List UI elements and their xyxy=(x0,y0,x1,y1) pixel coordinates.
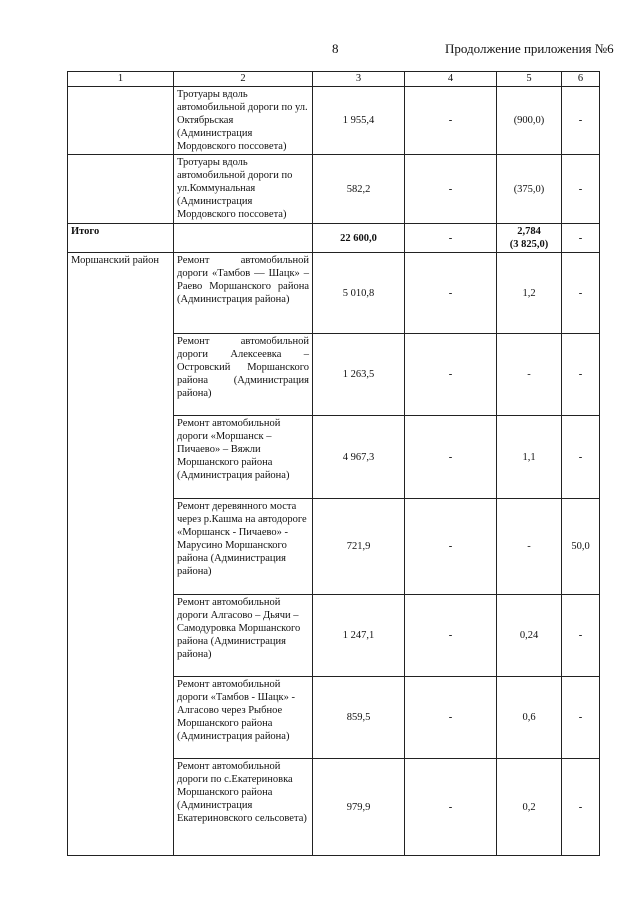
appendix-table xyxy=(67,71,600,856)
col4-value: - xyxy=(405,416,497,499)
object-name: Ремонт автомобильной дороги «Тамбов — Шацк» – Раево Моршанского района (Администрация района) xyxy=(174,253,313,334)
col5-value: 0,6 xyxy=(497,677,562,759)
col4-value: - xyxy=(405,499,497,595)
col-header-4: 4 xyxy=(405,72,497,87)
col6-value: - xyxy=(562,677,600,759)
col5-value: 0,2 xyxy=(497,759,562,856)
cost-value: 4 967,3 xyxy=(313,416,405,499)
district-cell-empty xyxy=(68,155,174,224)
col6-value: - xyxy=(562,253,600,334)
object-name: Ремонт автомобильной дороги Алгасово – Дьячи – Самодуровка Моршанского района (Администрация района) xyxy=(174,595,313,677)
object-name: Тротуары вдоль автомобильной дороги по ул. Октябрьская (Администрация Мордовского поссовета) xyxy=(174,87,313,155)
total-col5 xyxy=(497,224,562,253)
total-col5-line2: (3 825,0) xyxy=(509,239,549,250)
col4-value: - xyxy=(405,595,497,677)
col-header-1: 1 xyxy=(68,72,174,87)
col4-value: - xyxy=(405,253,497,334)
col6-value: - xyxy=(562,334,600,416)
col6-value: - xyxy=(562,595,600,677)
object-name: Ремонт автомобильной дороги по с.Екатериновка Моршанского района (Администрация Екатериновского сельсовета) xyxy=(174,759,313,856)
cost-value: 721,9 xyxy=(313,499,405,595)
col4-value: - xyxy=(405,677,497,759)
col4-value: - xyxy=(405,155,497,224)
district-name: Моршанский район xyxy=(68,253,174,856)
total-cost: 22 600,0 xyxy=(313,224,405,253)
object-name: Ремонт деревянного моста через р.Кашма на автодороге «Моршанск - Пичаево» - Марусино Моршанского района (Администрация района) xyxy=(174,499,313,595)
total-label: Итого xyxy=(68,224,174,253)
total-col6: - xyxy=(562,224,600,253)
object-name: Ремонт автомобильной дороги Алексеевка – Островский Моршанского района (Администрация района) xyxy=(174,334,313,416)
cost-value: 1 263,5 xyxy=(313,334,405,416)
object-name: Тротуары вдоль автомобильной дороги по ул.Коммунальная (Администрация Мордовского поссовета) xyxy=(174,155,313,224)
total-empty-cell xyxy=(174,224,313,253)
cost-value: 5 010,8 xyxy=(313,253,405,334)
continuation-label: Продолжение приложения №6 xyxy=(445,41,614,56)
col4-value: - xyxy=(405,87,497,155)
col6-value: - xyxy=(562,87,600,155)
table-row xyxy=(68,155,600,224)
col-header-3: 3 xyxy=(313,72,405,87)
cost-value: 1 955,4 xyxy=(313,87,405,155)
cost-value: 979,9 xyxy=(313,759,405,856)
cost-value: 582,2 xyxy=(313,155,405,224)
col6-value: - xyxy=(562,759,600,856)
col5-value: 1,2 xyxy=(497,253,562,334)
object-name: Ремонт автомобильной дороги «Тамбов - Шацк» - Алгасово через Рыбное Моршанского района (Администрация района) xyxy=(174,677,313,759)
col-header-2: 2 xyxy=(174,72,313,87)
col6-value: - xyxy=(562,416,600,499)
col5-value: - xyxy=(497,334,562,416)
total-col4: - xyxy=(405,224,497,253)
col4-value: - xyxy=(405,334,497,416)
col5-value: (900,0) xyxy=(497,87,562,155)
col5-value: 1,1 xyxy=(497,416,562,499)
total-col5-line1: 2,784 xyxy=(517,226,541,237)
district-cell-empty xyxy=(68,87,174,155)
col5-value: - xyxy=(497,499,562,595)
col6-value: 50,0 xyxy=(562,499,600,595)
object-name: Ремонт автомобильной дороги «Моршанск – Пичаево» – Вяжли Моршанского района (Администрация района) xyxy=(174,416,313,499)
col6-value: - xyxy=(562,155,600,224)
col-header-6: 6 xyxy=(562,72,600,87)
table-row xyxy=(68,87,600,155)
col5-value: 0,24 xyxy=(497,595,562,677)
col4-value: - xyxy=(405,759,497,856)
page-number: 8 xyxy=(332,41,339,56)
col5-value: (375,0) xyxy=(497,155,562,224)
cost-value: 1 247,1 xyxy=(313,595,405,677)
table-row xyxy=(68,253,600,334)
column-header-row xyxy=(68,72,600,87)
cost-value: 859,5 xyxy=(313,677,405,759)
col-header-5: 5 xyxy=(497,72,562,87)
total-row xyxy=(68,224,600,253)
